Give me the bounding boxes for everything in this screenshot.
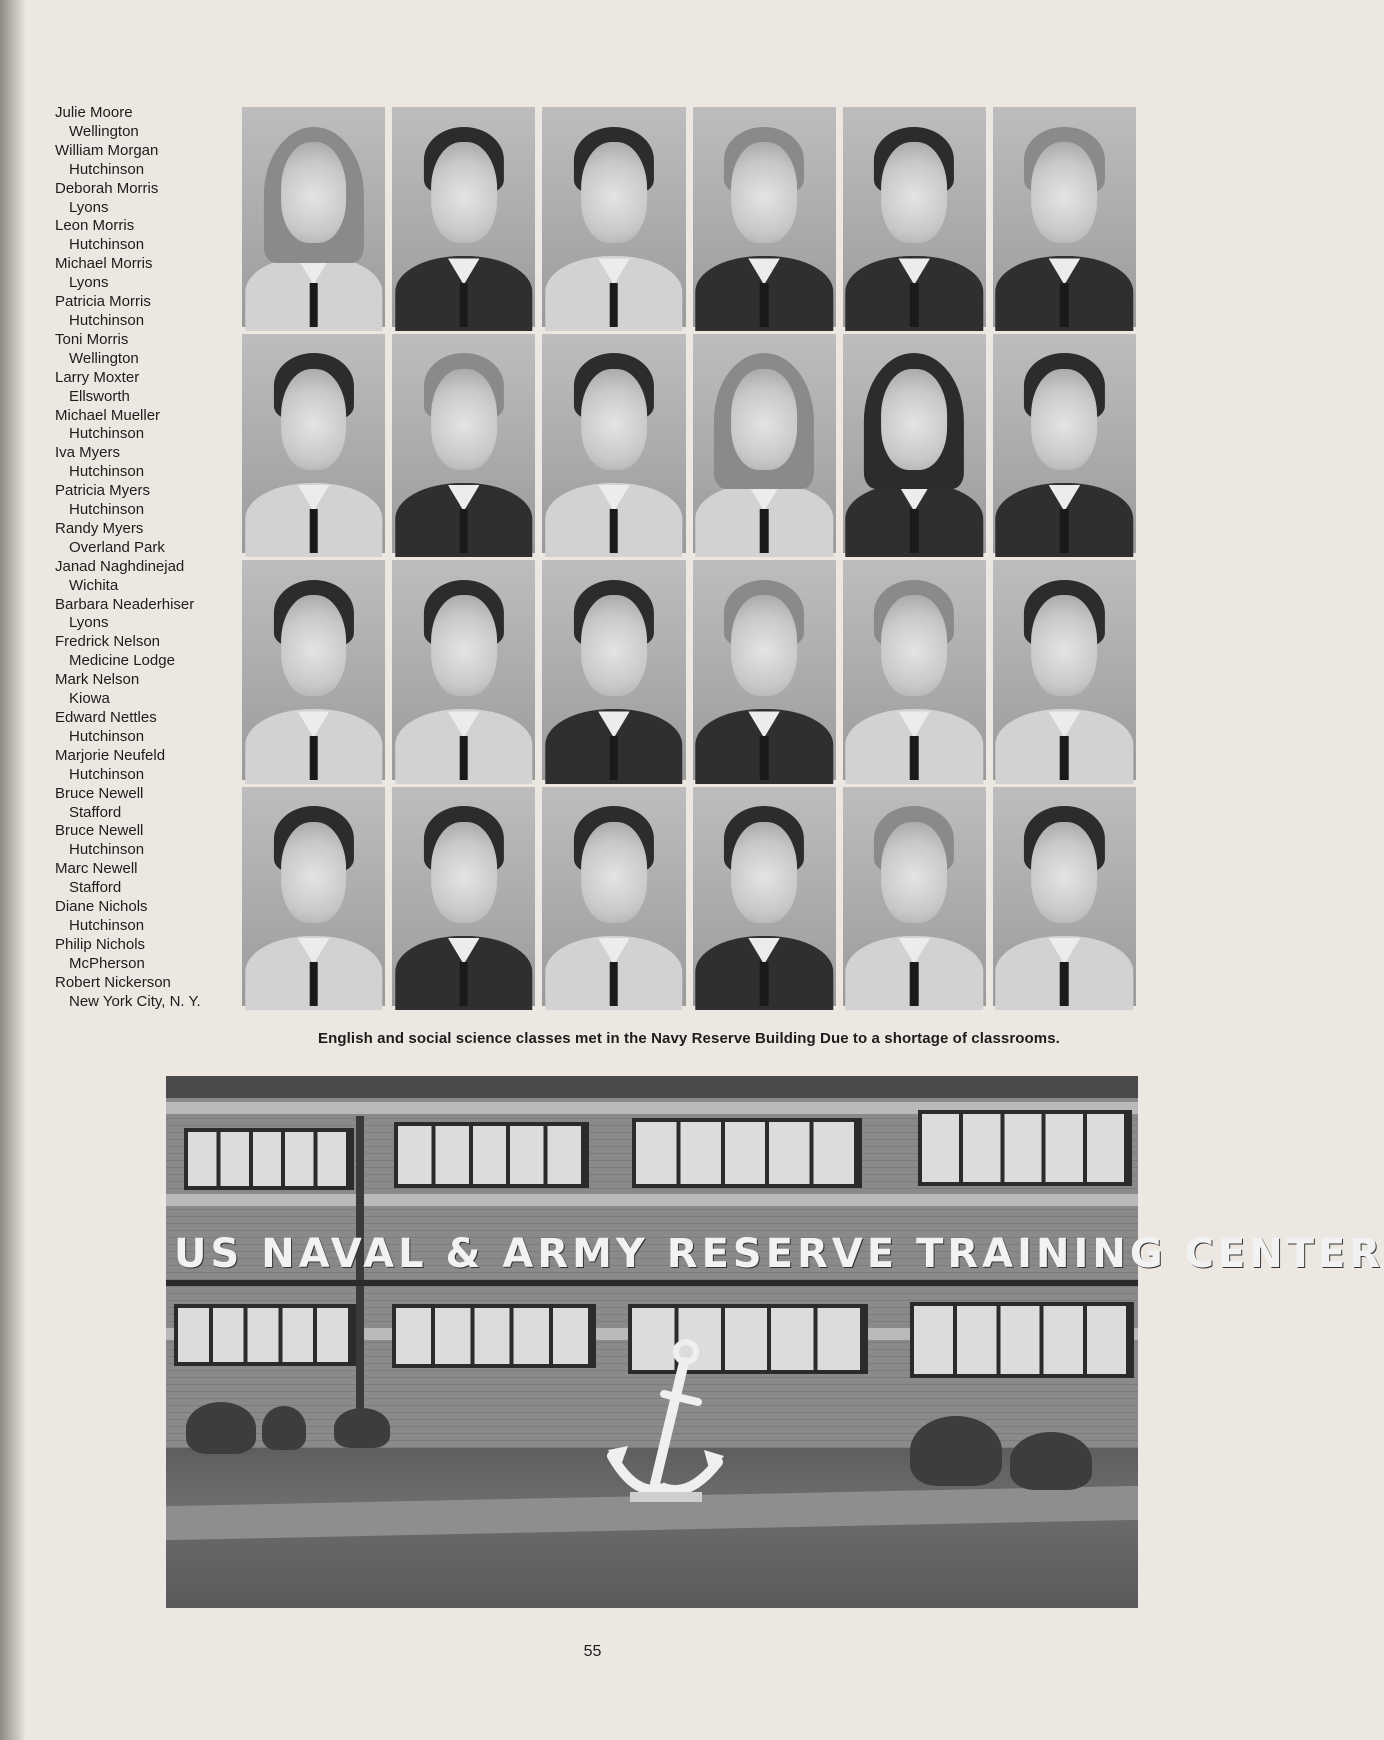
- student-name: Michael Mueller: [55, 406, 161, 424]
- student-portrait: [242, 107, 385, 327]
- student-portrait: [693, 107, 836, 327]
- student-name: Deborah Morris: [55, 179, 159, 197]
- student-hometown: Hutchinson: [69, 160, 145, 178]
- reserve-building-photo: [166, 1076, 1384, 1606]
- student-name: Janad Naghdinejad: [55, 557, 185, 575]
- student-name: Larry Moxter: [55, 368, 140, 386]
- portrait-tie: [910, 283, 919, 327]
- window: [918, 1110, 1132, 1186]
- student-entry: [55, 104, 245, 142]
- student-portrait: [843, 560, 986, 780]
- shrub: [910, 1416, 1002, 1486]
- student-entry: [55, 596, 245, 634]
- portrait-tie: [1060, 736, 1069, 780]
- student-name: Bruce Newell: [55, 822, 144, 840]
- student-name: William Morgan: [55, 141, 159, 159]
- student-entry: [55, 255, 245, 293]
- student-entry: [55, 558, 245, 596]
- window: [394, 1122, 589, 1188]
- portrait-tie: [1060, 962, 1069, 1006]
- student-hometown: Hutchinson: [69, 425, 145, 443]
- student-hometown: Hutchinson: [69, 463, 145, 481]
- window: [910, 1302, 1134, 1378]
- student-portrait: [693, 560, 836, 780]
- portrait-head: [431, 595, 497, 696]
- student-portrait: [843, 107, 986, 327]
- portrait-tie: [459, 283, 468, 327]
- student-entry: [55, 217, 245, 255]
- student-portrait: [993, 334, 1136, 554]
- student-name: Julie Moore: [55, 104, 133, 121]
- student-entry: [55, 444, 245, 482]
- portrait-tie: [1060, 283, 1069, 327]
- student-portrait: [392, 560, 535, 780]
- student-hometown: New York City, N. Y.: [69, 992, 201, 1010]
- portrait-tie: [910, 736, 919, 780]
- portrait-tie: [610, 736, 619, 780]
- student-name-list: [55, 104, 245, 1012]
- page-number: 55: [583, 1643, 602, 1660]
- student-portrait: [542, 560, 685, 780]
- portrait-tie: [610, 962, 619, 1006]
- portrait-tie: [910, 962, 919, 1006]
- student-entry: [55, 860, 245, 898]
- portrait-tie: [610, 509, 619, 553]
- shrub: [262, 1406, 306, 1450]
- student-portrait: [843, 334, 986, 554]
- student-portrait: [993, 560, 1136, 780]
- student-hometown: Hutchinson: [69, 841, 145, 859]
- student-entry: [55, 822, 245, 860]
- shrub: [1010, 1432, 1092, 1490]
- student-portrait: [542, 787, 685, 1007]
- portrait-tie: [760, 736, 769, 780]
- portrait-tie: [459, 736, 468, 780]
- portrait-tie: [309, 736, 318, 780]
- portrait-head: [1031, 142, 1097, 243]
- student-entry: [55, 936, 245, 974]
- student-name: Barbara Neaderhiser: [55, 595, 195, 613]
- student-entry: [55, 293, 245, 331]
- shrub: [186, 1402, 256, 1454]
- portrait-head: [881, 822, 947, 923]
- student-portrait: [542, 334, 685, 554]
- portrait-tie: [910, 509, 919, 553]
- portrait-head: [281, 369, 347, 470]
- photo-roofline: [166, 1076, 1138, 1098]
- sign-canopy: [166, 1280, 1138, 1286]
- anchor-monument-icon: [606, 1338, 726, 1508]
- student-name: Bruce Newell: [55, 784, 144, 802]
- student-name: Marjorie Neufeld: [55, 746, 166, 764]
- student-entry: [55, 482, 245, 520]
- student-hometown: Wellington: [69, 349, 139, 367]
- student-entry: [55, 898, 245, 936]
- student-entry: [55, 785, 245, 823]
- portrait-head: [581, 595, 647, 696]
- portrait-head: [881, 369, 947, 470]
- portrait-tie: [610, 283, 619, 327]
- portrait-tie: [309, 509, 318, 553]
- portrait-tie: [1060, 509, 1069, 553]
- student-portrait: [242, 560, 385, 780]
- student-entry: [55, 142, 245, 180]
- portrait-head: [1031, 369, 1097, 470]
- student-entry: [55, 180, 245, 218]
- portrait-head: [881, 142, 947, 243]
- student-name: Edward Nettles: [55, 709, 157, 726]
- portrait-head: [881, 595, 947, 696]
- portrait-head: [431, 369, 497, 470]
- student-hometown: Lyons: [69, 274, 109, 292]
- student-name: Michael Morris: [55, 255, 153, 273]
- portrait-head: [731, 142, 797, 243]
- student-entry: [55, 709, 245, 747]
- student-portrait: [993, 107, 1136, 327]
- portrait-tie: [309, 283, 318, 327]
- portrait-head: [1031, 595, 1097, 696]
- portrait-head: [281, 595, 347, 696]
- student-hometown: Stafford: [69, 879, 122, 897]
- portrait-head: [731, 595, 797, 696]
- student-entry: [55, 633, 245, 671]
- portrait-tie: [309, 962, 318, 1006]
- portrait-head: [581, 142, 647, 243]
- portrait-tie: [459, 509, 468, 553]
- student-portrait: [693, 334, 836, 554]
- student-hometown: Hutchinson: [69, 765, 145, 783]
- student-name: Leon Morris: [55, 217, 135, 235]
- student-portrait: [542, 107, 685, 327]
- photo-caption: English and social science classes met in the Navy Reserve Building Due to a shortage of classrooms.: [318, 1030, 1060, 1047]
- student-hometown: Overland Park: [69, 538, 165, 556]
- portrait-head: [431, 142, 497, 243]
- student-hometown: Stafford: [69, 803, 122, 821]
- student-entry: [55, 520, 245, 558]
- portrait-head: [281, 142, 347, 243]
- student-hometown: Kiowa: [69, 690, 110, 708]
- window: [184, 1128, 354, 1190]
- portrait-grid: [242, 107, 1136, 1006]
- student-name: Robert Nickerson: [55, 973, 171, 991]
- portrait-head: [1031, 822, 1097, 923]
- student-portrait: [392, 787, 535, 1007]
- student-entry: [55, 331, 245, 369]
- student-entry: [55, 369, 245, 407]
- student-name: Toni Morris: [55, 330, 129, 348]
- student-hometown: Wichita: [69, 576, 119, 594]
- student-entry: [55, 407, 245, 445]
- student-name: Mark Nelson: [55, 671, 140, 689]
- student-name: Iva Myers: [55, 444, 121, 462]
- portrait-tie: [760, 962, 769, 1006]
- student-name: Patricia Morris: [55, 293, 151, 311]
- student-hometown: Wellington: [69, 122, 139, 140]
- student-entry: [55, 974, 245, 1012]
- building-sign: US NAVAL & ARMY RESERVE TRAINING CENTER: [174, 1231, 1384, 1277]
- student-name: Patricia Myers: [55, 482, 151, 500]
- student-name: Marc Newell: [55, 860, 138, 878]
- student-hometown: Lyons: [69, 198, 109, 216]
- student-name: Philip Nichols: [55, 935, 146, 953]
- student-hometown: Lyons: [69, 614, 109, 632]
- student-portrait: [843, 787, 986, 1007]
- portrait-head: [581, 822, 647, 923]
- shrub: [334, 1408, 390, 1448]
- student-entry: [55, 671, 245, 709]
- window: [632, 1118, 862, 1188]
- student-hometown: Hutchinson: [69, 236, 145, 254]
- portrait-head: [431, 822, 497, 923]
- student-portrait: [242, 787, 385, 1007]
- portrait-head: [731, 369, 797, 470]
- student-name: Randy Myers: [55, 519, 144, 537]
- student-portrait: [242, 334, 385, 554]
- wall-trim-band: [166, 1194, 1138, 1206]
- portrait-head: [731, 822, 797, 923]
- portrait-tie: [459, 962, 468, 1006]
- page-binding-shadow: [0, 0, 26, 1740]
- student-hometown: Ellsworth: [69, 387, 130, 405]
- student-hometown: Hutchinson: [69, 727, 145, 745]
- student-hometown: Medicine Lodge: [69, 652, 175, 670]
- window: [174, 1304, 356, 1366]
- student-portrait: [693, 787, 836, 1007]
- portrait-tie: [760, 283, 769, 327]
- window: [392, 1304, 596, 1368]
- student-name: Fredrick Nelson: [55, 633, 161, 651]
- portrait-tie: [760, 509, 769, 553]
- student-portrait: [392, 107, 535, 327]
- student-hometown: Hutchinson: [69, 311, 145, 329]
- student-entry: [55, 747, 245, 785]
- portrait-head: [581, 369, 647, 470]
- student-hometown: Hutchinson: [69, 501, 145, 519]
- student-hometown: Hutchinson: [69, 916, 145, 934]
- student-portrait: [993, 787, 1136, 1007]
- student-name: Diane Nichols: [55, 898, 148, 916]
- student-hometown: McPherson: [69, 954, 145, 972]
- portrait-head: [281, 822, 347, 923]
- student-portrait: [392, 334, 535, 554]
